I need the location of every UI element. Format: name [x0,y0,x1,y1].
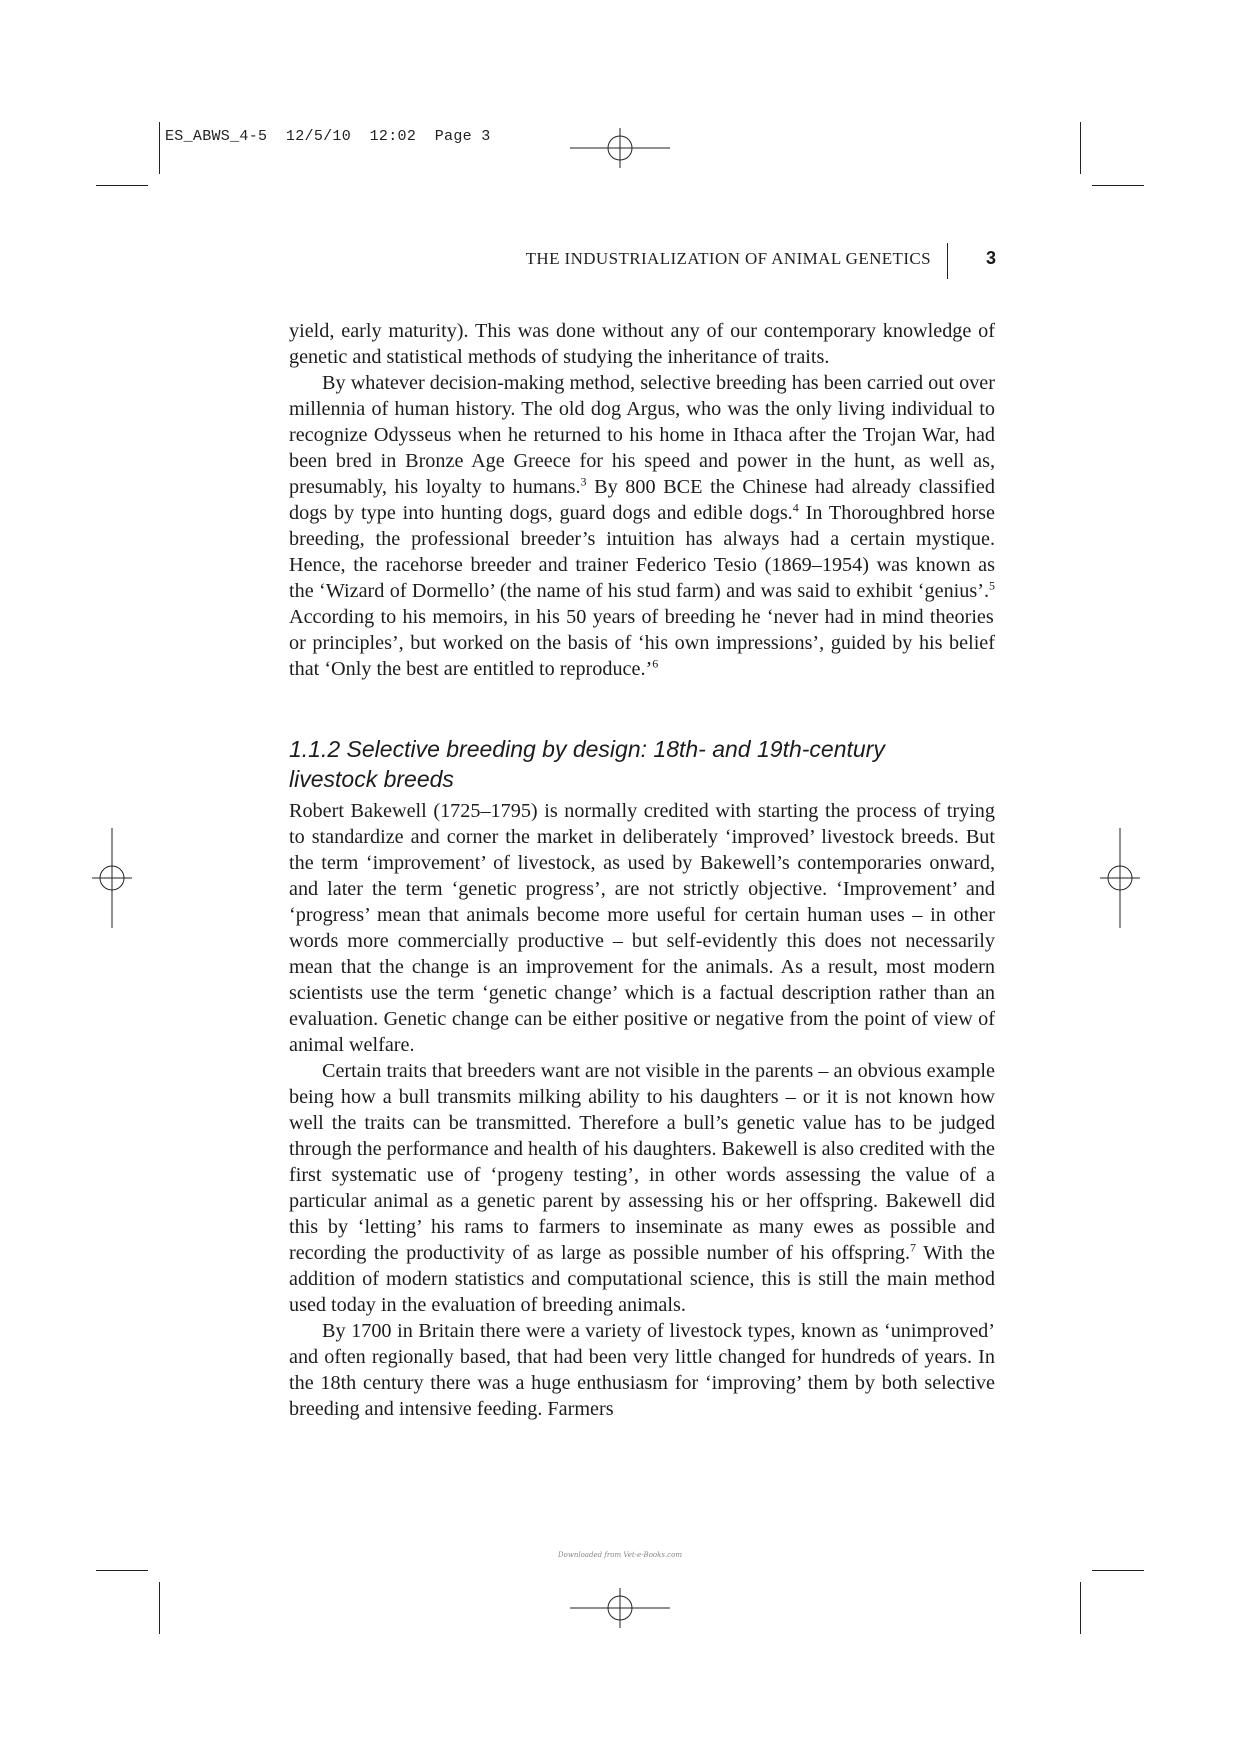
footnote-ref: 4 [792,500,799,515]
paragraph: By 1700 in Britain there were a variety of livestock types, known as ‘unimproved’ and often regionally based, that had been very little changed for hundreds of years. In the 18th century there was a huge enthusiasm for ‘improving’ them by both selective breeding and intensive feeding. Farmers [289,1320,995,1420]
registration-mark-right [1100,828,1140,928]
watermark: Downloaded from Vet-e-Books.com [558,1551,682,1559]
registration-mark-bottom [570,1588,670,1628]
footnote-ref: 3 [580,474,587,489]
crop-mark [1092,1570,1144,1571]
paragraph-text: According to his memoirs, in his 50 years of breeding he ‘never had in mind theories or principles’, but worked on the basis of ‘his own impressions’, guided by his belief that ‘Only the best are entitled to reproduce.’ [289,606,995,680]
body-text-upper [289,318,995,682]
paragraph [289,370,995,682]
page-number: 3 [986,248,997,268]
paragraph-text: By whatever decision-making method, selective breeding has been carried out over millennia of human history. The old dog Argus, who was the only living individual to recognize Odysseus when he returned to his home in Ithaca after the Trojan War, had been bred in Bronze Age Greece for his speed and power in the hunt, as well as, presumably, his loyalty to humans. [289,372,995,498]
section-heading-line: 1.1.2 Selective breeding by design: 18th- and 19th-century [289,736,885,762]
section-heading [289,734,1009,794]
paragraph-text: By 800 BCE the Chinese had already classified dogs by type into hunting dogs, guard dogs and edible dogs. [289,476,995,524]
body-text-lower [289,798,995,1422]
crop-mark [1080,122,1081,174]
registration-mark-left [92,828,132,928]
paragraph-text: Certain traits that breeders want are not visible in the parents – an obvious example being how a bull transmits milking ability to his daughters – or it is not known how well the traits can be transmitted. Therefore a bull’s genetic value has to be judged through the performance and health of his daughters. Bakewell is also credited with the first systematic use of ‘progeny testing’, in other words assessing the value of a particular animal as a genetic parent by assessing his or her offspring. Bakewell did this by ‘letting’ his rams to farmers to inseminate as many ewes as possible and recording the productivity of as large as possible number of his offspring. [289,1060,995,1264]
paragraph [289,1058,995,1318]
footnote-ref: 6 [652,656,659,671]
crop-mark [159,1582,160,1634]
crop-mark [96,1570,148,1571]
printer-slug: ES_ABWS_4-5 12/5/10 12:02 Page 3 [165,128,491,145]
paragraph-text: With the addition of modern statistics and computational science, this is still the main method used today in the evaluation of breeding animals. [289,1242,995,1316]
running-head-rule [947,243,948,279]
crop-mark [1092,185,1144,186]
crop-mark [159,122,160,174]
registration-mark-top [570,128,670,168]
paragraph: Robert Bakewell (1725–1795) is normally credited with starting the process of trying to standardize and corner the market in deliberately ‘improved’ livestock breeds. But the term ‘improvement’ of livestock, as used by Bakewell’s contemporaries onward, and later the term ‘genetic progress’, are not strictly objective. ‘Improvement’ and ‘progress’ mean that animals become more useful for certain human uses – in other words more commercially productive – but self-evidently this does not necessarily mean that the change is an improvement for the animals. As a result, most modern scientists use the term ‘genetic change’ which is a factual description rather than an evaluation. Genetic change can be either positive or negative from the point of view of animal welfare. [289,800,995,1056]
footnote-ref: 7 [910,1240,917,1255]
footnote-ref: 5 [989,578,995,593]
crop-mark [1080,1582,1081,1634]
paragraph-text: In Thoroughbred horse breeding, the professional breeder’s intuition has always had a certain mystique. Hence, the racehorse breeder and trainer Federico Tesio (1869–1954) was known as the ‘Wizard of Dormello’ (the name of his stud farm) and was said to exhibit ‘genius’. [289,502,995,602]
running-head: THE INDUSTRIALIZATION OF ANIMAL GENETICS [525,249,931,268]
paragraph: yield, early maturity). This was done without any of our contemporary knowledge of genetic and statistical methods of studying the inheritance of traits. [289,320,995,368]
section-heading-line: livestock breeds [289,766,454,792]
crop-mark [96,185,148,186]
